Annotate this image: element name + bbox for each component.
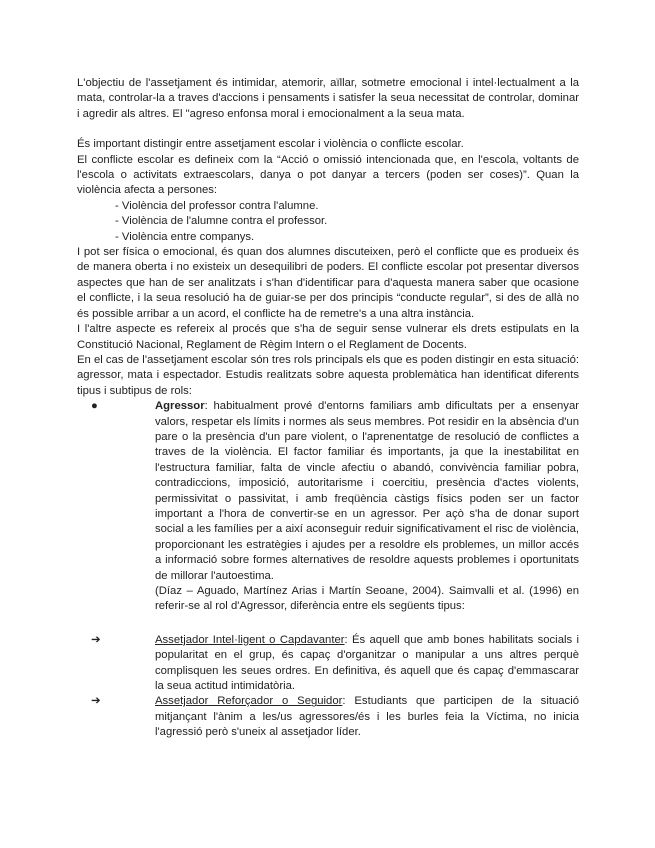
arrow-item-leader xyxy=(77,633,579,695)
conflict-paragraph: I pot ser física o emocional, és quan dos alumnes discuteixen, però el conflicte que es produeix és de manera oberta i no existeix un desequilibri de poders. El conflicte escolar pot presentar diversos aspectes que han de ser analitzats i s'han d'identificar para d'aquesta manera saber que ocasione el conflicte, i la seua resolució ha de guiar-se per dos principis “conducte regular”, si des de allà no és possible arribar a un acord, el conflicte ha de remetre's a una altra instància. xyxy=(77,246,579,320)
arrow-item-follower xyxy=(77,694,579,740)
arrow-right-icon: ➔ xyxy=(91,695,101,708)
arrow-item-content xyxy=(155,694,579,740)
leader-description xyxy=(155,633,579,695)
bullet-icon: ● xyxy=(91,400,98,413)
follower-text: : Estudiants que participen de la situació mitjançant l'ànim a les/us agressores/és i les burles feia la Víctima, no inicia l'agressió però s'uneix al assetjador líder. xyxy=(155,695,579,739)
list-item: - Violència de l'alumne contra el professor. xyxy=(115,215,328,228)
roles-paragraph: En el cas de l'assetjament escolar són tres rols principals els que es poden distingir en esta situació: agressor, mata i espectador. Estudis realitzats sobre aquesta problemàtica han identificat diferents tipus i subtipus de rols: xyxy=(77,353,579,397)
aggressor-term: Agressor xyxy=(155,400,205,413)
arrow-item-content xyxy=(155,633,579,695)
leader-term: Assetjador Intel·ligent o Capdavanter xyxy=(155,633,345,646)
bullet-content xyxy=(155,399,579,615)
procedure-paragraph: I l'altre aspecte es refereix al procés que s'ha de seguir sense vulnerar els drets estipulats en la Constitució Nacional, Reglament de Règim Intern o el Reglament de Docents. xyxy=(77,323,579,351)
list-item: - Violència del professor contra l'alumne. xyxy=(115,199,319,212)
aggressor-bullet xyxy=(77,399,579,615)
spacer xyxy=(77,615,579,633)
aggressor-description xyxy=(155,399,579,584)
definition-paragraph: El conflicte escolar es defineix com la “Acció o omissió intencionada que, en l'escola, voltants de l'escola o activitats extraescolars, danya o pot danyar a tercers (poden ser coses)”. Quan la violència afecta a persones: xyxy=(77,153,579,197)
list-item: - Violència entre companys. xyxy=(115,230,255,243)
follower-description xyxy=(155,694,579,740)
violence-types-list xyxy=(77,199,579,245)
spacer xyxy=(77,122,579,137)
leader-text: : És aquell que amb bones habilitats socials i popularitat en el grup, és capaç d'organitzar o manipular a uns altres perquè complisquen les seues ordres. En definitiva, és aquell que és capaç d'emmascarar la seua actitud intimidatòria. xyxy=(155,633,579,693)
intro-paragraph: L'objectiu de l'assetjament és intimidar, atemorir, aïllar, sotmetre emocional i intel·lectualment a la mata, controlar-la a traves d'accions i pensaments i satisfer la seua necessitat de controlar, dominar i agredir als altres. El "agreso enfonsa moral i emocionalment a la seua mata. xyxy=(77,77,579,120)
aggressor-citation: (Díaz – Aguado, Martínez Arias i Martín Seoane, 2004). Saimvalli et al. (1996) en referir-se al rol d'Agressor, diferència entre els següents tipus: xyxy=(155,585,579,613)
document-page xyxy=(77,76,579,741)
arrow-right-icon: ➔ xyxy=(91,633,101,646)
aggressor-text: : habitualment prové d'entorns familiars amb dificultats per a ensenyar valors, respetar els límits i normes als seus membres. Pot residir en la absència d'un pare o la presència d'un pare violent, o l'aprenentatge de resolució de conflictes a traves de la violència. El factor familiar és importants, ja que la inestabilitat en l'estructura familiar, falta de vincle afectiu o abandó, convivència familiar pobra, contradiccions, imposició, autoritarisme i coercitiu, presència d'actes violents, permissivitat o passivitat, i amb freqüència càstigs físics poden ser un factor important a l'hora de convertir-se en un agressor. Per açò s'ha de donar suport social a les famílies per a així aconseguir reduir significativament el risc de violència, proporcionant les estratègies i ajudes per a resoldre els problemes, un millor accés a informació sobre formes alternatives de resoldre aquests problemes i oportunitats de millorar l'autoestima. xyxy=(155,400,579,582)
follower-term: Assetjador Reforçador o Seguidor xyxy=(155,695,343,708)
distinction-paragraph: És important distingir entre assetjament escolar i violència o conflicte escolar. xyxy=(77,138,464,151)
